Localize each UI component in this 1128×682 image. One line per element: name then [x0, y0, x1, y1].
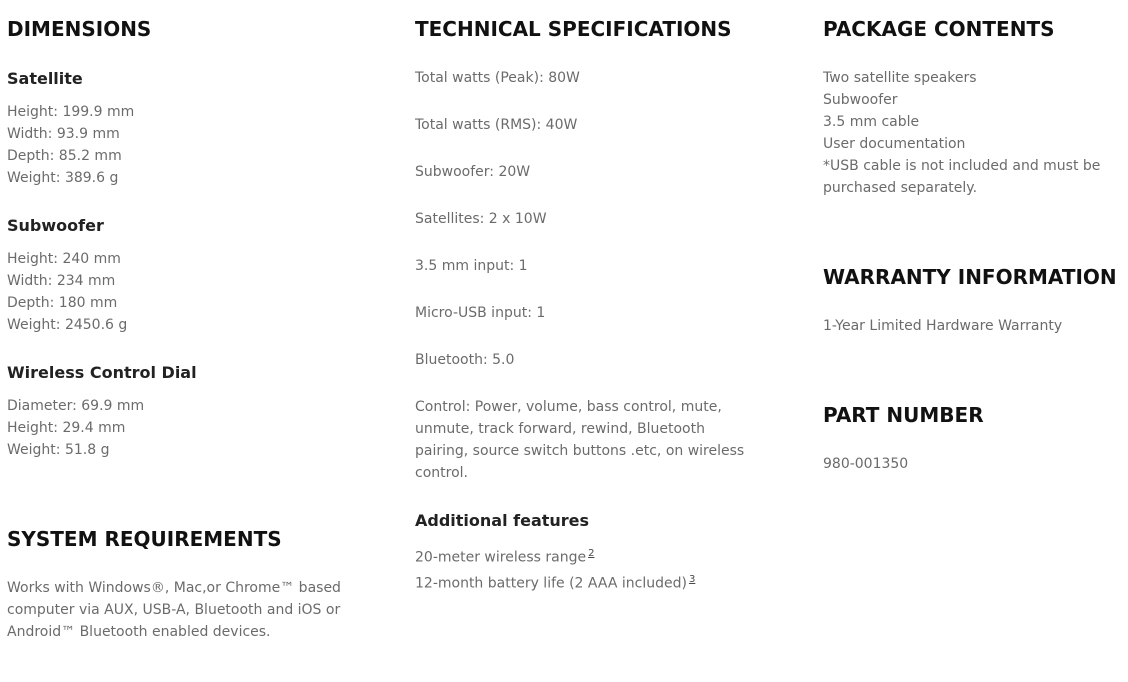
satellite-depth: Depth: 85.2 mm [7, 148, 122, 164]
package-item: Subwoofer [823, 92, 898, 108]
dial-dimensions-list [7, 395, 144, 461]
footnote-link[interactable]: 3 [688, 573, 696, 585]
spec-rms-watts: Total watts (RMS): 40W [415, 117, 578, 133]
technical-specifications-heading: TECHNICAL SPECIFICATIONS [415, 17, 732, 41]
warranty-text: 1-Year Limited Hardware Warranty [823, 318, 1063, 334]
feature-battery-life [415, 569, 695, 595]
dimensions-heading: DIMENSIONS [7, 17, 152, 41]
subwoofer-weight: Weight: 2450.6 g [7, 317, 128, 333]
spec-satellite-watts: Satellites: 2 x 10W [415, 211, 547, 227]
package-item: User documentation [823, 136, 966, 152]
dial-height: Height: 29.4 mm [7, 420, 126, 436]
part-number-value: 980-001350 [823, 456, 909, 472]
dial-heading: Wireless Control Dial [7, 363, 197, 382]
package-contents-list [823, 67, 1100, 199]
satellite-heading: Satellite [7, 69, 83, 88]
spec-micro-usb-input: Micro-USB input: 1 [415, 305, 546, 321]
satellite-width: Width: 93.9 mm [7, 126, 120, 142]
satellite-height: Height: 199.9 mm [7, 104, 135, 120]
system-requirements-text: Works with Windows®, Mac,or Chrome™ based computer via AUX, USB-A, Bluetooth and iOS or Android™ Bluetooth enabled devices. [7, 580, 341, 640]
spec-subwoofer-watts: Subwoofer: 20W [415, 164, 531, 180]
footnote-link[interactable]: 2 [588, 548, 595, 559]
spec-bluetooth: Bluetooth: 5.0 [415, 352, 515, 368]
satellite-weight: Weight: 389.6 g [7, 170, 119, 186]
dial-weight: Weight: 51.8 g [7, 442, 110, 458]
package-note: purchased separately. [823, 180, 978, 196]
feature-wireless-range [415, 543, 695, 569]
dial-diameter: Diameter: 69.9 mm [7, 398, 145, 414]
spec-aux-input: 3.5 mm input: 1 [415, 258, 528, 274]
feature-battery-life-text: 12-month battery life (2 AAA included) [415, 575, 687, 592]
package-item: Two satellite speakers [823, 70, 977, 86]
additional-features-list [415, 543, 695, 594]
spec-peak-watts: Total watts (Peak): 80W [415, 70, 580, 86]
subwoofer-width: Width: 234 mm [7, 273, 116, 289]
satellite-dimensions-list [7, 101, 134, 189]
additional-features-heading: Additional features [415, 511, 590, 530]
system-requirements-heading: SYSTEM REQUIREMENTS [7, 527, 282, 551]
part-number-heading: PART NUMBER [823, 403, 984, 427]
spec-control: Control: Power, volume, bass control, mute, unmute, track forward, rewind, Bluetooth pairing, source switch buttons .etc, on wireless control. [415, 399, 745, 481]
subwoofer-depth: Depth: 180 mm [7, 295, 118, 311]
package-contents-heading: PACKAGE CONTENTS [823, 17, 1055, 41]
feature-wireless-range-text: 20-meter wireless range [415, 549, 587, 566]
subwoofer-heading: Subwoofer [7, 216, 104, 235]
subwoofer-dimensions-list [7, 248, 127, 336]
package-note: *USB cable is not included and must be [823, 158, 1101, 174]
subwoofer-height: Height: 240 mm [7, 251, 121, 267]
package-item: 3.5 mm cable [823, 114, 920, 130]
warranty-heading: WARRANTY INFORMATION [823, 265, 1117, 289]
